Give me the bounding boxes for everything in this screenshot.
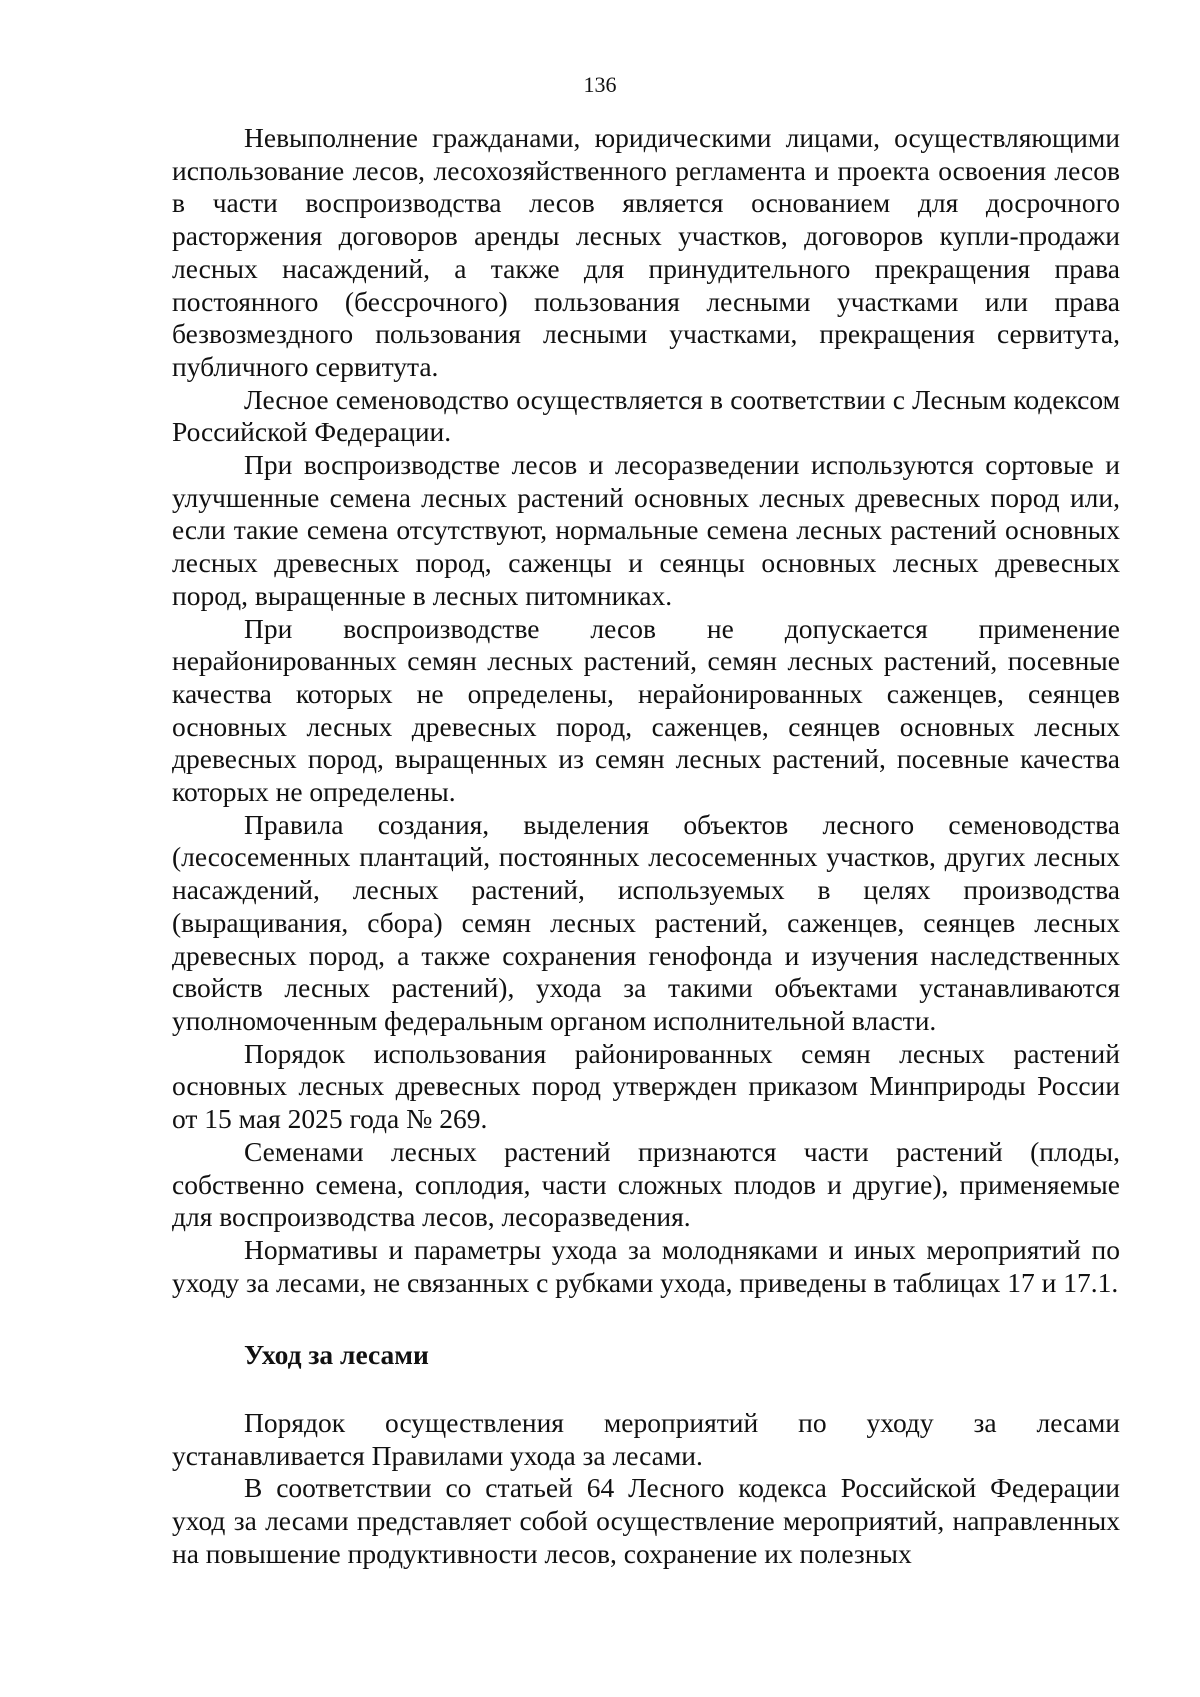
section-heading: Уход за лесами <box>244 1339 429 1371</box>
paragraph-seed-definition: Семенами лесных растений признаются части растений (плоды, собственно семена, соплодия, части сложных плодов и другие), применяемые для воспроизводства лесов, лесоразведения. <box>172 1135 1120 1233</box>
paragraph-seed-production: Лесное семеноводство осуществляется в соответствии с Лесным кодексом Российской Федерации. <box>172 383 1120 448</box>
paragraph-seed-varieties: При воспроизводстве лесов и лесоразведении используются сортовые и улучшенные семена лесных растений основных лесных древесных пород или, если такие семена отсутствуют, нормальные семена лесных растений основных лесных древесных пород, саженцы и сеянцы основных лесных древесных пород, выращенные в лесных питомниках. <box>172 449 1120 611</box>
document-body <box>172 122 1120 1571</box>
paragraph-care-procedure: Порядок осуществления мероприятий по уходу за лесами устанавливается Правилами ухода за лесами. <box>172 1407 1120 1471</box>
paragraph-zoned-seeds-order: Порядок использования районированных семян лесных растений основных лесных древесных пород утвержден приказом Минприроды России от 15 мая 2025 года № 269. <box>172 1037 1120 1135</box>
paragraph-forest-code-article: В соответствии со статьей 64 Лесного кодекса Российской Федерации уход за лесами представляет собой осуществление мероприятий, направленных на повышение продуктивности лесов, сохранение их полезных <box>172 1472 1120 1569</box>
paragraph-care-norms: Нормативы и параметры ухода за молодняками и иных мероприятий по уходу за лесами, не связанных с рубками ухода, приведены в таблицах 17 и 17.1. <box>172 1233 1120 1298</box>
paragraph-seed-objects-rules: Правила создания, выделения объектов лесного семеноводства (лесосеменных плантаций, постоянных лесосеменных участков, других лесных насаждений, лесных растений, используемых в целях производства (выращивания, сбора) семян лесных растений, саженцев, сеянцев лесных древесных пород, а также сохранения генофонда и изучения наследственных свойств лесных растений), ухода за такими объектами устанавливаются уполномоченным федеральным органом исполнительной власти. <box>172 808 1120 1036</box>
page-number: 136 <box>583 72 617 97</box>
paragraph-reforestation-violation: Невыполнение гражданами, юридическими лицами, осуществляющими использование лесов, лесохозяйственного регламента и проекта освоения лесов в части воспроизводства лесов является основанием для досрочного расторжения договоров аренды лесных участков, договоров купли-продажи лесных насаждений, а также для принудительного прекращения права постоянного (бессрочного) пользования лесными участками или права безвозмездного пользования лесными участками, прекращения сервитута, публичного сервитута. <box>172 122 1120 382</box>
paragraph-seed-prohibitions: При воспроизводстве лесов не допускается применение нерайонированных семян лесных растений, семян лесных растений, посевные качества которых не определены, нерайонированных саженцев, сеянцев основных лесных древесных пород, саженцев, сеянцев основных лесных древесных пород, выращенных из семян лесных растений, посевные качества которых не определены. <box>172 612 1120 808</box>
